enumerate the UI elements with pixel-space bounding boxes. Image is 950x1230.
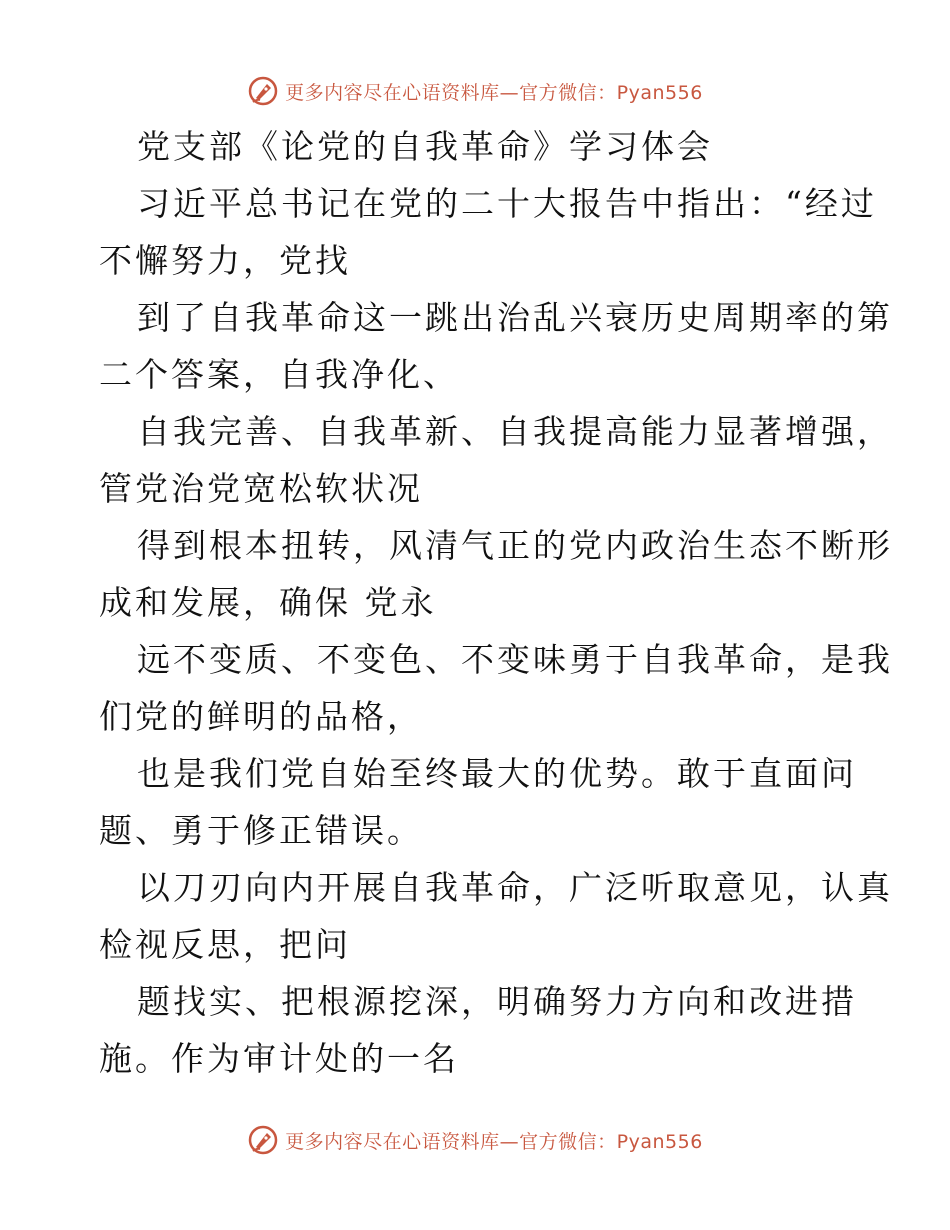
pen-nib-logo-icon	[247, 75, 279, 107]
text-line: 们党的鲜明的品格，	[99, 697, 423, 736]
text-line: 检视反思，把问	[99, 925, 351, 964]
text-line: 题、勇于修正错误。	[99, 811, 423, 850]
watermark-text: 更多内容尽在心语资料库—官方微信：Pyan556	[285, 81, 703, 104]
text-line: 以刀刃向内开展自我革命，广泛听取意见，认真	[137, 868, 893, 907]
watermark-header	[0, 71, 950, 111]
text-line: 不懈努力，党找	[99, 241, 351, 280]
text-line: 管党治党宽松软状况	[99, 469, 423, 508]
watermark-group	[247, 1124, 703, 1156]
text-line: 题找实、把根源挖深，明确努力方向和改进措	[137, 982, 857, 1021]
text-line: 得到根本扭转，风清气正的党内政治生态不断形	[137, 526, 893, 565]
document-title: 党支部《论党的自我革命》学习体会	[137, 127, 713, 166]
text-line: 到了自我革命这一跳出治乱兴衰历史周期率的第	[137, 298, 893, 337]
pen-nib-logo-icon	[247, 1124, 279, 1156]
document-body	[0, 118, 950, 1087]
text-line: 习近平总书记在党的二十大报告中指出：“经过	[137, 184, 877, 223]
text-line: 成和发展，确保 党永	[99, 583, 437, 622]
text-line: 自我完善、自我革新、自我提高能力显著增强，	[137, 412, 893, 451]
text-line: 施。作为审计处的一名	[99, 1039, 459, 1078]
watermark-text: 更多内容尽在心语资料库—官方微信：Pyan556	[285, 1130, 703, 1153]
text-line: 也是我们党自始至终最大的优势。敢于直面问	[137, 754, 857, 793]
text-line: 远不变质、不变色、不变味勇于自我革命，是我	[137, 640, 893, 679]
watermark-group	[247, 75, 703, 107]
text-line: 二个答案，自我净化、	[99, 355, 459, 394]
watermark-footer	[0, 1120, 950, 1160]
